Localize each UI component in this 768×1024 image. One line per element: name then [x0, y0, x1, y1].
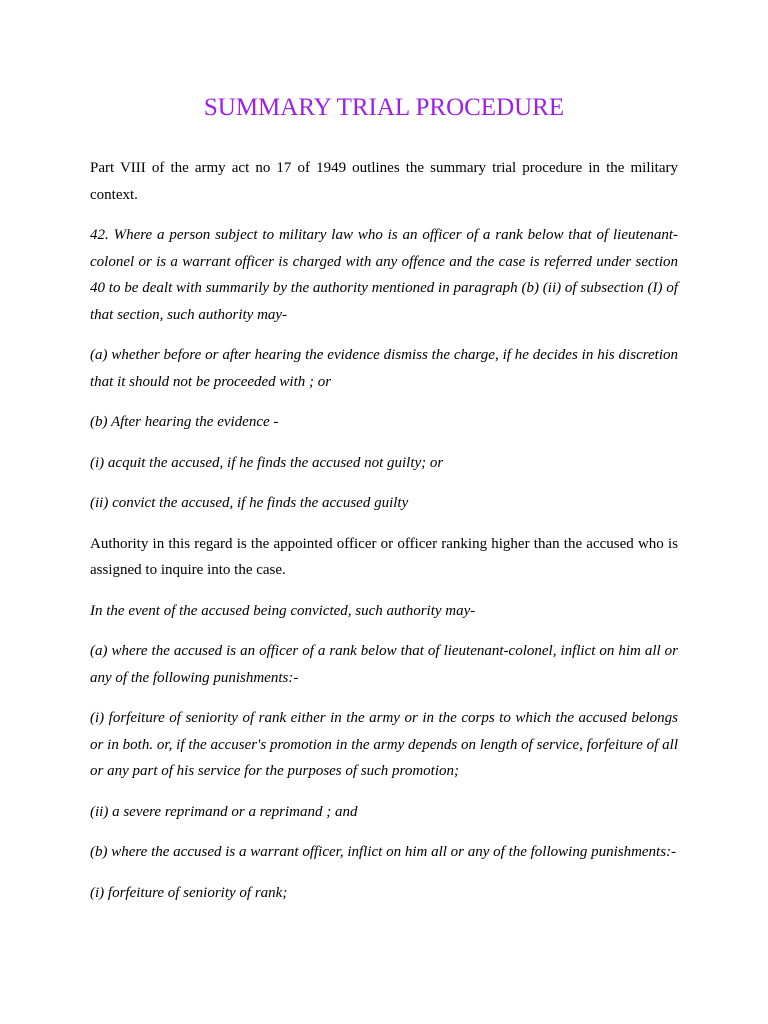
clause-b-evidence-paragraph: (b) After hearing the evidence - [90, 414, 279, 430]
clause-i-acquit-paragraph: (i) acquit the accused, if he finds the accused not guilty; or [90, 454, 444, 471]
clause-ii-reprimand-paragraph: (ii) a severe reprimand or a reprimand ; and [90, 803, 358, 820]
authority-paragraph: Authority in this regard is the appointed officer or officer ranking higher than the accused who is assigned to inquire into the case. [90, 535, 678, 578]
clause-a-dismiss-paragraph: (a) whether before or after hearing the evidence dismiss the charge, if he decides in his discretion that it should not be proceeded with ; or [90, 347, 678, 390]
clause-i-seniority-paragraph: (i) forfeiture of seniority of rank; [90, 884, 288, 901]
clause-b-warrant-paragraph: (b) where the accused is a warrant officer, inflict on him all or any of the following punishments:- [90, 844, 677, 860]
clause-i-forfeiture-paragraph: (i) forfeiture of seniority of rank either in the army or in the corps to which the accused belongs or in both. or, if the accuser's promotion in the army depends on length of service, forfeiture of all or any part of his service for the purposes of such promotion; [90, 710, 678, 779]
intro-paragraph: Part VIII of the army act no 17 of 1949 outlines the summary trial procedure in the military context. [90, 160, 678, 203]
clause-ii-convict-paragraph: (ii) convict the accused, if he finds the accused guilty [90, 495, 409, 511]
section-42-paragraph: 42. Where a person subject to military law who is an officer of a rank below that of lieutenant-colonel or is a warrant officer is charged with any offence and the case is referred under section 40 to be dealt with summarily by the authority mentioned in paragraph (b) (ii) of subsection (I) of that section, such authority may- [90, 227, 678, 323]
document-title: SUMMARY TRIAL PROCEDURE [203, 94, 565, 121]
clause-a-officer-paragraph: (a) where the accused is an officer of a rank below that of lieutenant-colonel, inflict on him all or any of the following punishments:- [90, 643, 678, 686]
conviction-paragraph: In the event of the accused being convicted, such authority may- [90, 602, 476, 619]
